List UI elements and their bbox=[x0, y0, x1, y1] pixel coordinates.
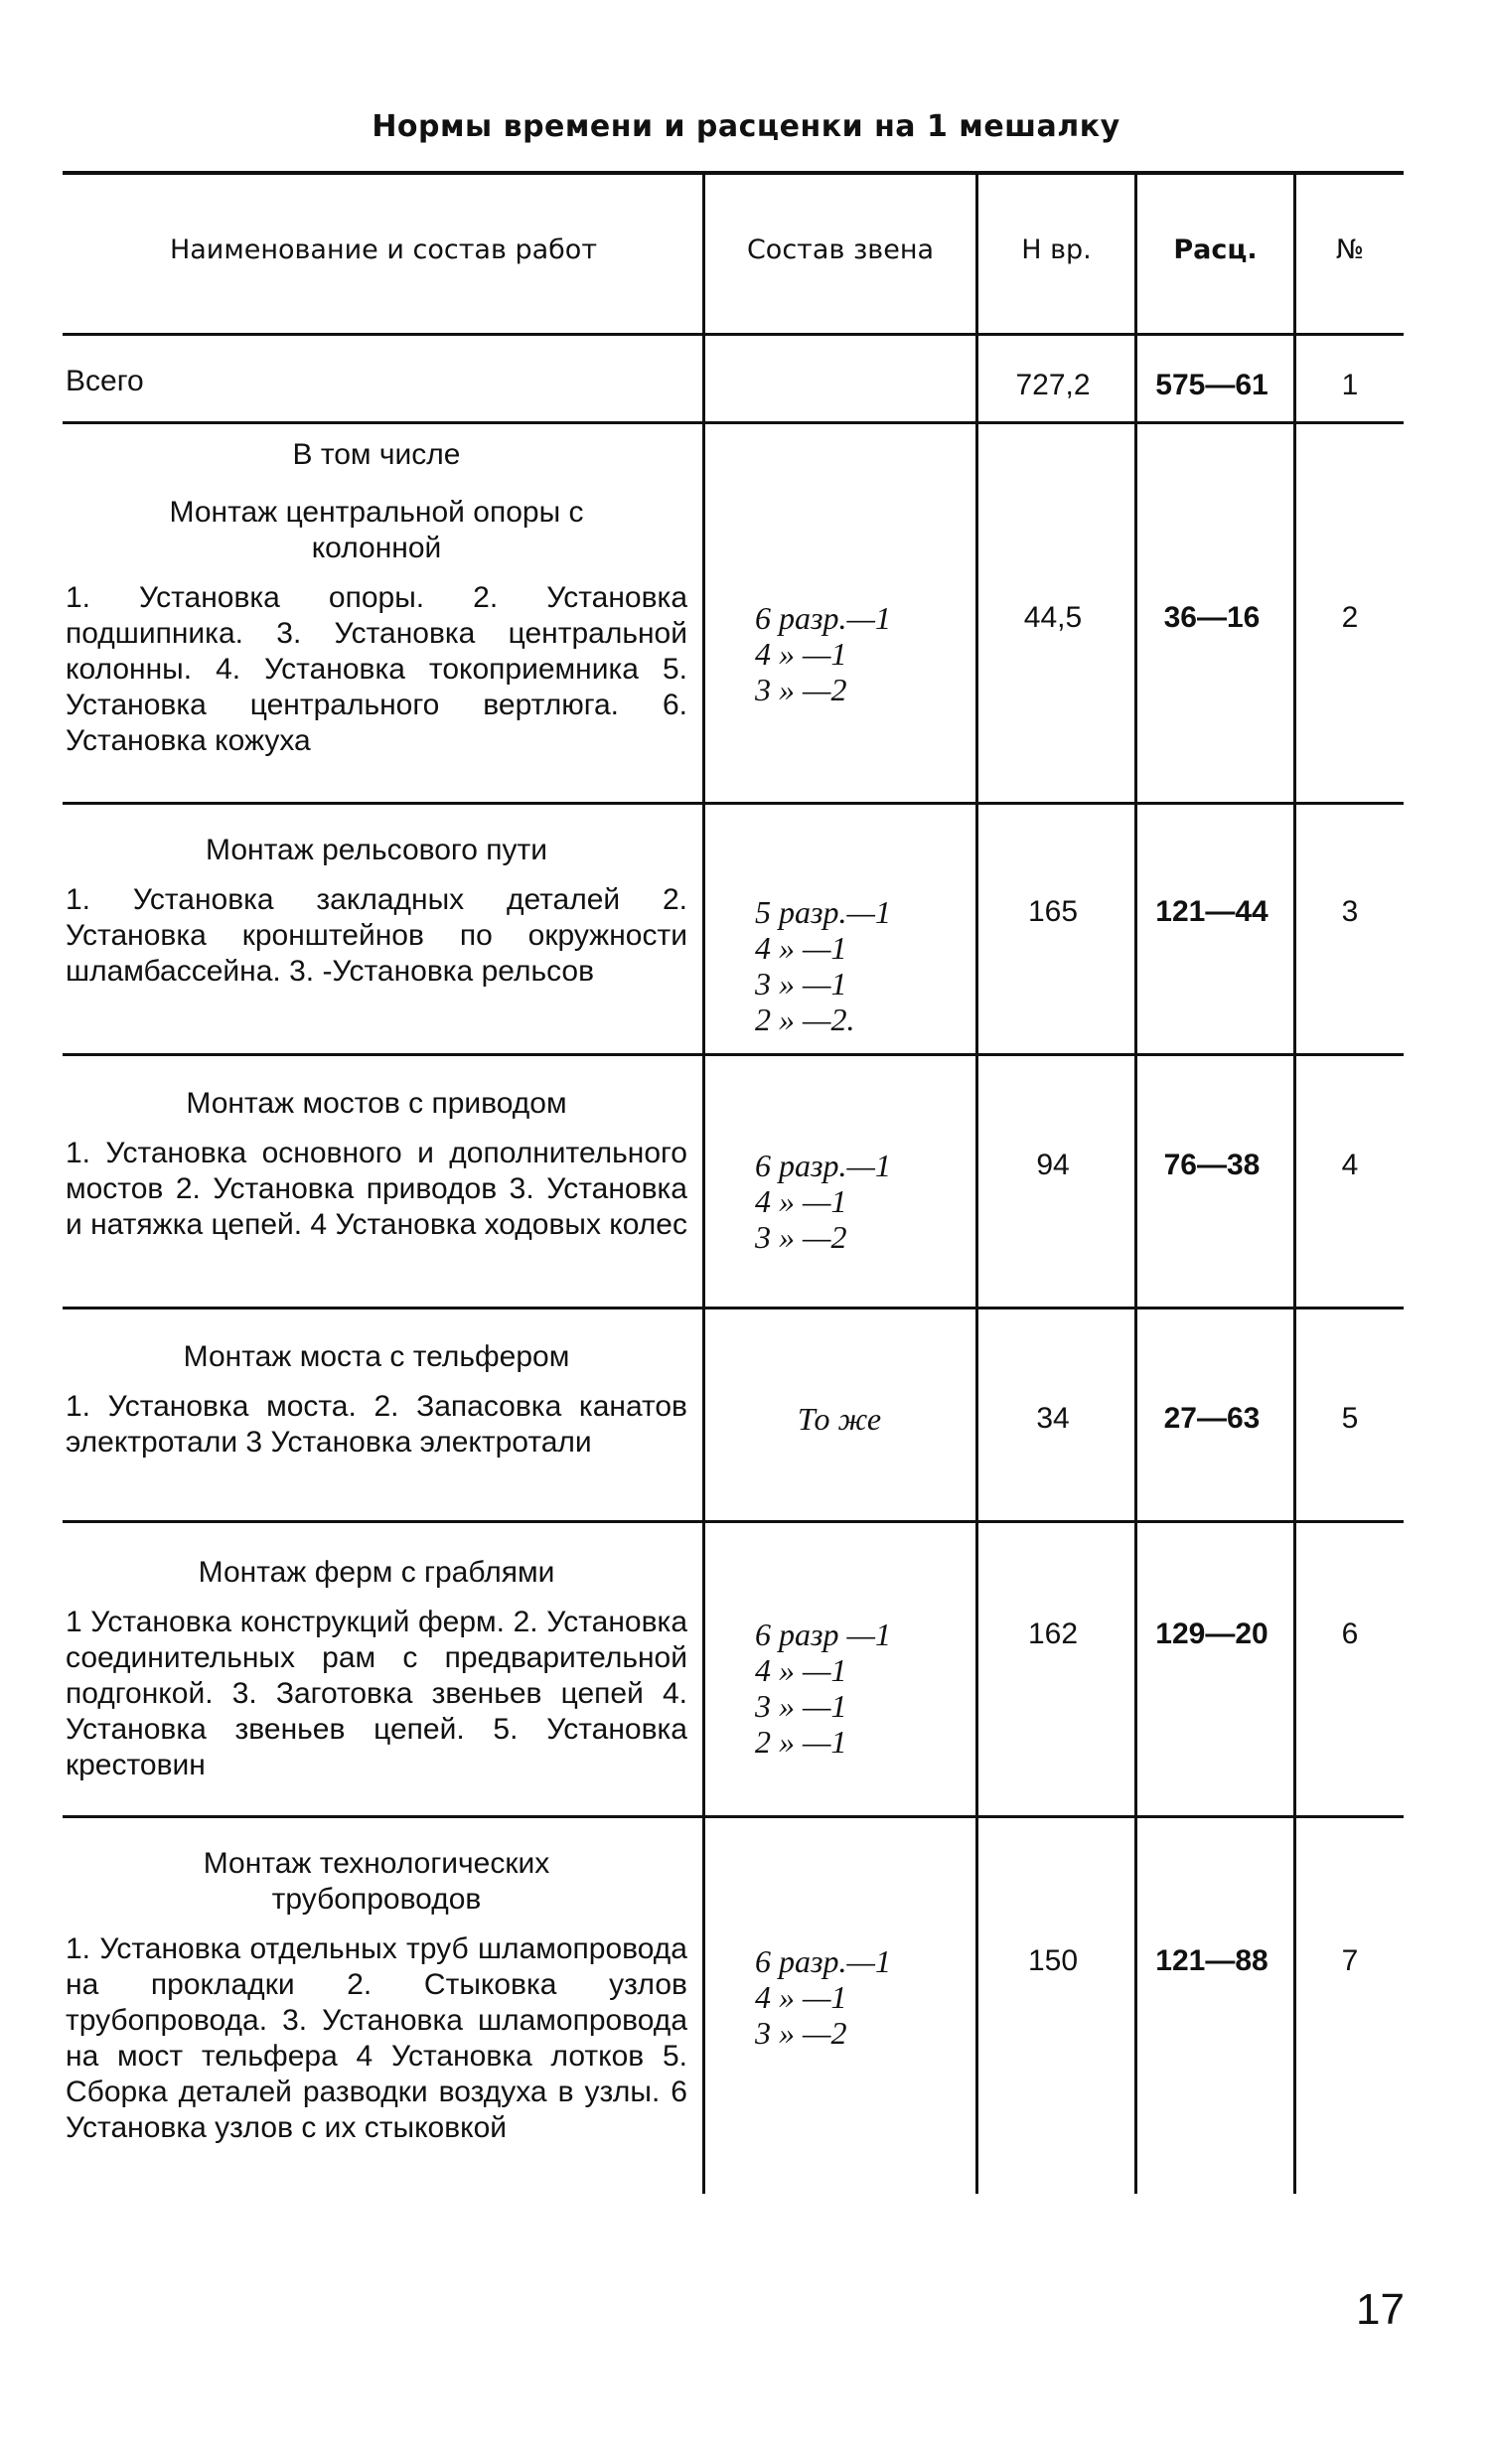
crew-line: 3 » —1 bbox=[755, 966, 847, 1001]
crew-cell bbox=[705, 1943, 973, 2051]
section-title: Монтаж рельсового пути bbox=[206, 834, 547, 866]
header-bottom-rule bbox=[63, 333, 1404, 336]
crew-line: 6 разр —1 bbox=[755, 1617, 891, 1652]
table-top-rule bbox=[63, 171, 1404, 175]
total-rate: 575—61 bbox=[1155, 369, 1268, 401]
work-cell bbox=[66, 1339, 687, 1461]
row-rule bbox=[63, 1520, 1404, 1523]
row-rule bbox=[63, 1053, 1404, 1056]
total-norm: 727,2 bbox=[1015, 369, 1091, 401]
row-number: 2 bbox=[1341, 601, 1359, 634]
crew-cell bbox=[705, 894, 973, 1037]
crew-line: То же bbox=[797, 1401, 882, 1437]
crew-cell bbox=[705, 1617, 973, 1760]
row-number: 5 bbox=[1341, 1402, 1359, 1435]
crew-line: 3 » —2 bbox=[755, 672, 847, 707]
crew-line: 6 разр.—1 bbox=[755, 1943, 891, 1979]
work-cell bbox=[66, 833, 687, 990]
crew-line: 4 » —1 bbox=[755, 1652, 847, 1688]
row-rule bbox=[63, 1815, 1404, 1818]
work-description: 1 Установка конструкций ферм. 2. Установка соединительных рам с предварительной подгонкой. 3. Заготовка звеньев цепей 4. Установка звеньев цепей. 5. Установка крестовин bbox=[66, 1606, 687, 1781]
row-rule bbox=[63, 802, 1404, 805]
norm-value: 165 bbox=[1027, 895, 1079, 928]
crew-line: 5 разр.—1 bbox=[755, 894, 891, 930]
rate-value: 121—88 bbox=[1155, 1944, 1268, 1977]
page-number: 17 bbox=[1356, 2285, 1405, 2334]
crew-line: 4 » —1 bbox=[755, 930, 847, 966]
norm-value: 44,5 bbox=[1023, 601, 1083, 634]
row-rule bbox=[63, 1307, 1404, 1309]
rate-value: 36—16 bbox=[1163, 601, 1261, 634]
section-title: Монтаж мостов с приводом bbox=[186, 1087, 567, 1120]
header-norm: Н вр. bbox=[1021, 234, 1092, 265]
norm-value: 150 bbox=[1027, 1944, 1079, 1977]
row-number: 6 bbox=[1341, 1617, 1359, 1650]
work-description: 1. Установка опоры. 2. Установка подшипника. 3. Установка центральной колонны. 4. Установка токоприемника 5. Установка центрального вертлюга. 6. Установка кожуха bbox=[66, 581, 687, 757]
section-title: Монтаж технологических трубопроводов bbox=[203, 1847, 550, 1916]
header-rate: Расц. bbox=[1173, 234, 1258, 265]
work-description: 1. Установка моста. 2. Запасовка канатов электротали 3 Установка электротали bbox=[66, 1390, 687, 1459]
total-num: 1 bbox=[1341, 369, 1359, 401]
section-title: Монтаж центральной опоры с колонной bbox=[169, 496, 584, 564]
section-title: Монтаж ферм с граблями bbox=[198, 1556, 555, 1589]
column-divider bbox=[1134, 173, 1137, 2194]
including-label: В том числе bbox=[292, 438, 461, 471]
norm-value: 94 bbox=[1036, 1149, 1070, 1181]
crew-line: 3 » —1 bbox=[755, 1688, 847, 1724]
crew-line: 3 » —2 bbox=[755, 1219, 847, 1255]
row-number: 7 bbox=[1341, 1944, 1359, 1977]
crew-line: 4 » —1 bbox=[755, 636, 847, 672]
work-description: 1. Установка отдельных труб шламопровода на прокладки 2. Стыковка узлов трубопровода. 3. Установка шламопровода на мост тельфера 4 Установка лотков 5. Сборка деталей разводки воздуха в узлы. 6 Установка узлов с их стыковкой bbox=[66, 1932, 687, 2144]
norm-value: 162 bbox=[1027, 1617, 1079, 1650]
header-crew: Состав звена bbox=[746, 234, 935, 265]
work-cell bbox=[66, 1555, 687, 1783]
total-bottom-rule bbox=[63, 421, 1404, 424]
header-num: № bbox=[1335, 234, 1365, 265]
rate-value: 76—38 bbox=[1163, 1149, 1261, 1181]
rate-value: 121—44 bbox=[1155, 895, 1268, 928]
crew-line: 4 » —1 bbox=[755, 1979, 847, 2015]
page-title: Нормы времени и расценки на 1 мешалку bbox=[372, 109, 1120, 144]
column-divider bbox=[975, 173, 978, 2194]
crew-cell bbox=[705, 600, 973, 707]
row-number: 3 bbox=[1341, 895, 1359, 928]
crew-cell bbox=[705, 1401, 973, 1437]
work-cell bbox=[66, 1846, 687, 2146]
header-work: Наименование и состав работ bbox=[169, 234, 598, 265]
total-label: Всего bbox=[66, 365, 144, 397]
work-description: 1. Установка основного и дополнительного мостов 2. Установка приводов 3. Установка и натяжка цепей. 4 Установка ходовых колес bbox=[66, 1137, 687, 1241]
crew-line: 2 » —2. bbox=[755, 1001, 855, 1037]
crew-cell bbox=[705, 1148, 973, 1255]
rate-value: 129—20 bbox=[1155, 1617, 1268, 1650]
section-title: Монтаж моста с тельфером bbox=[183, 1340, 570, 1373]
column-divider bbox=[1293, 173, 1296, 2194]
crew-line: 6 разр.—1 bbox=[755, 1148, 891, 1183]
work-description: 1. Установка закладных деталей 2. Установка кронштейнов по окружности шламбассейна. 3. -Установка рельсов bbox=[66, 883, 687, 988]
norm-value: 34 bbox=[1036, 1402, 1070, 1435]
work-cell bbox=[66, 1086, 687, 1243]
crew-line: 6 разр.—1 bbox=[755, 600, 891, 636]
row-number: 4 bbox=[1341, 1149, 1359, 1181]
crew-line: 4 » —1 bbox=[755, 1183, 847, 1219]
crew-line: 2 » —1 bbox=[755, 1724, 847, 1760]
crew-line: 3 » —2 bbox=[755, 2015, 847, 2051]
work-cell bbox=[66, 437, 687, 759]
rate-value: 27—63 bbox=[1163, 1402, 1261, 1435]
